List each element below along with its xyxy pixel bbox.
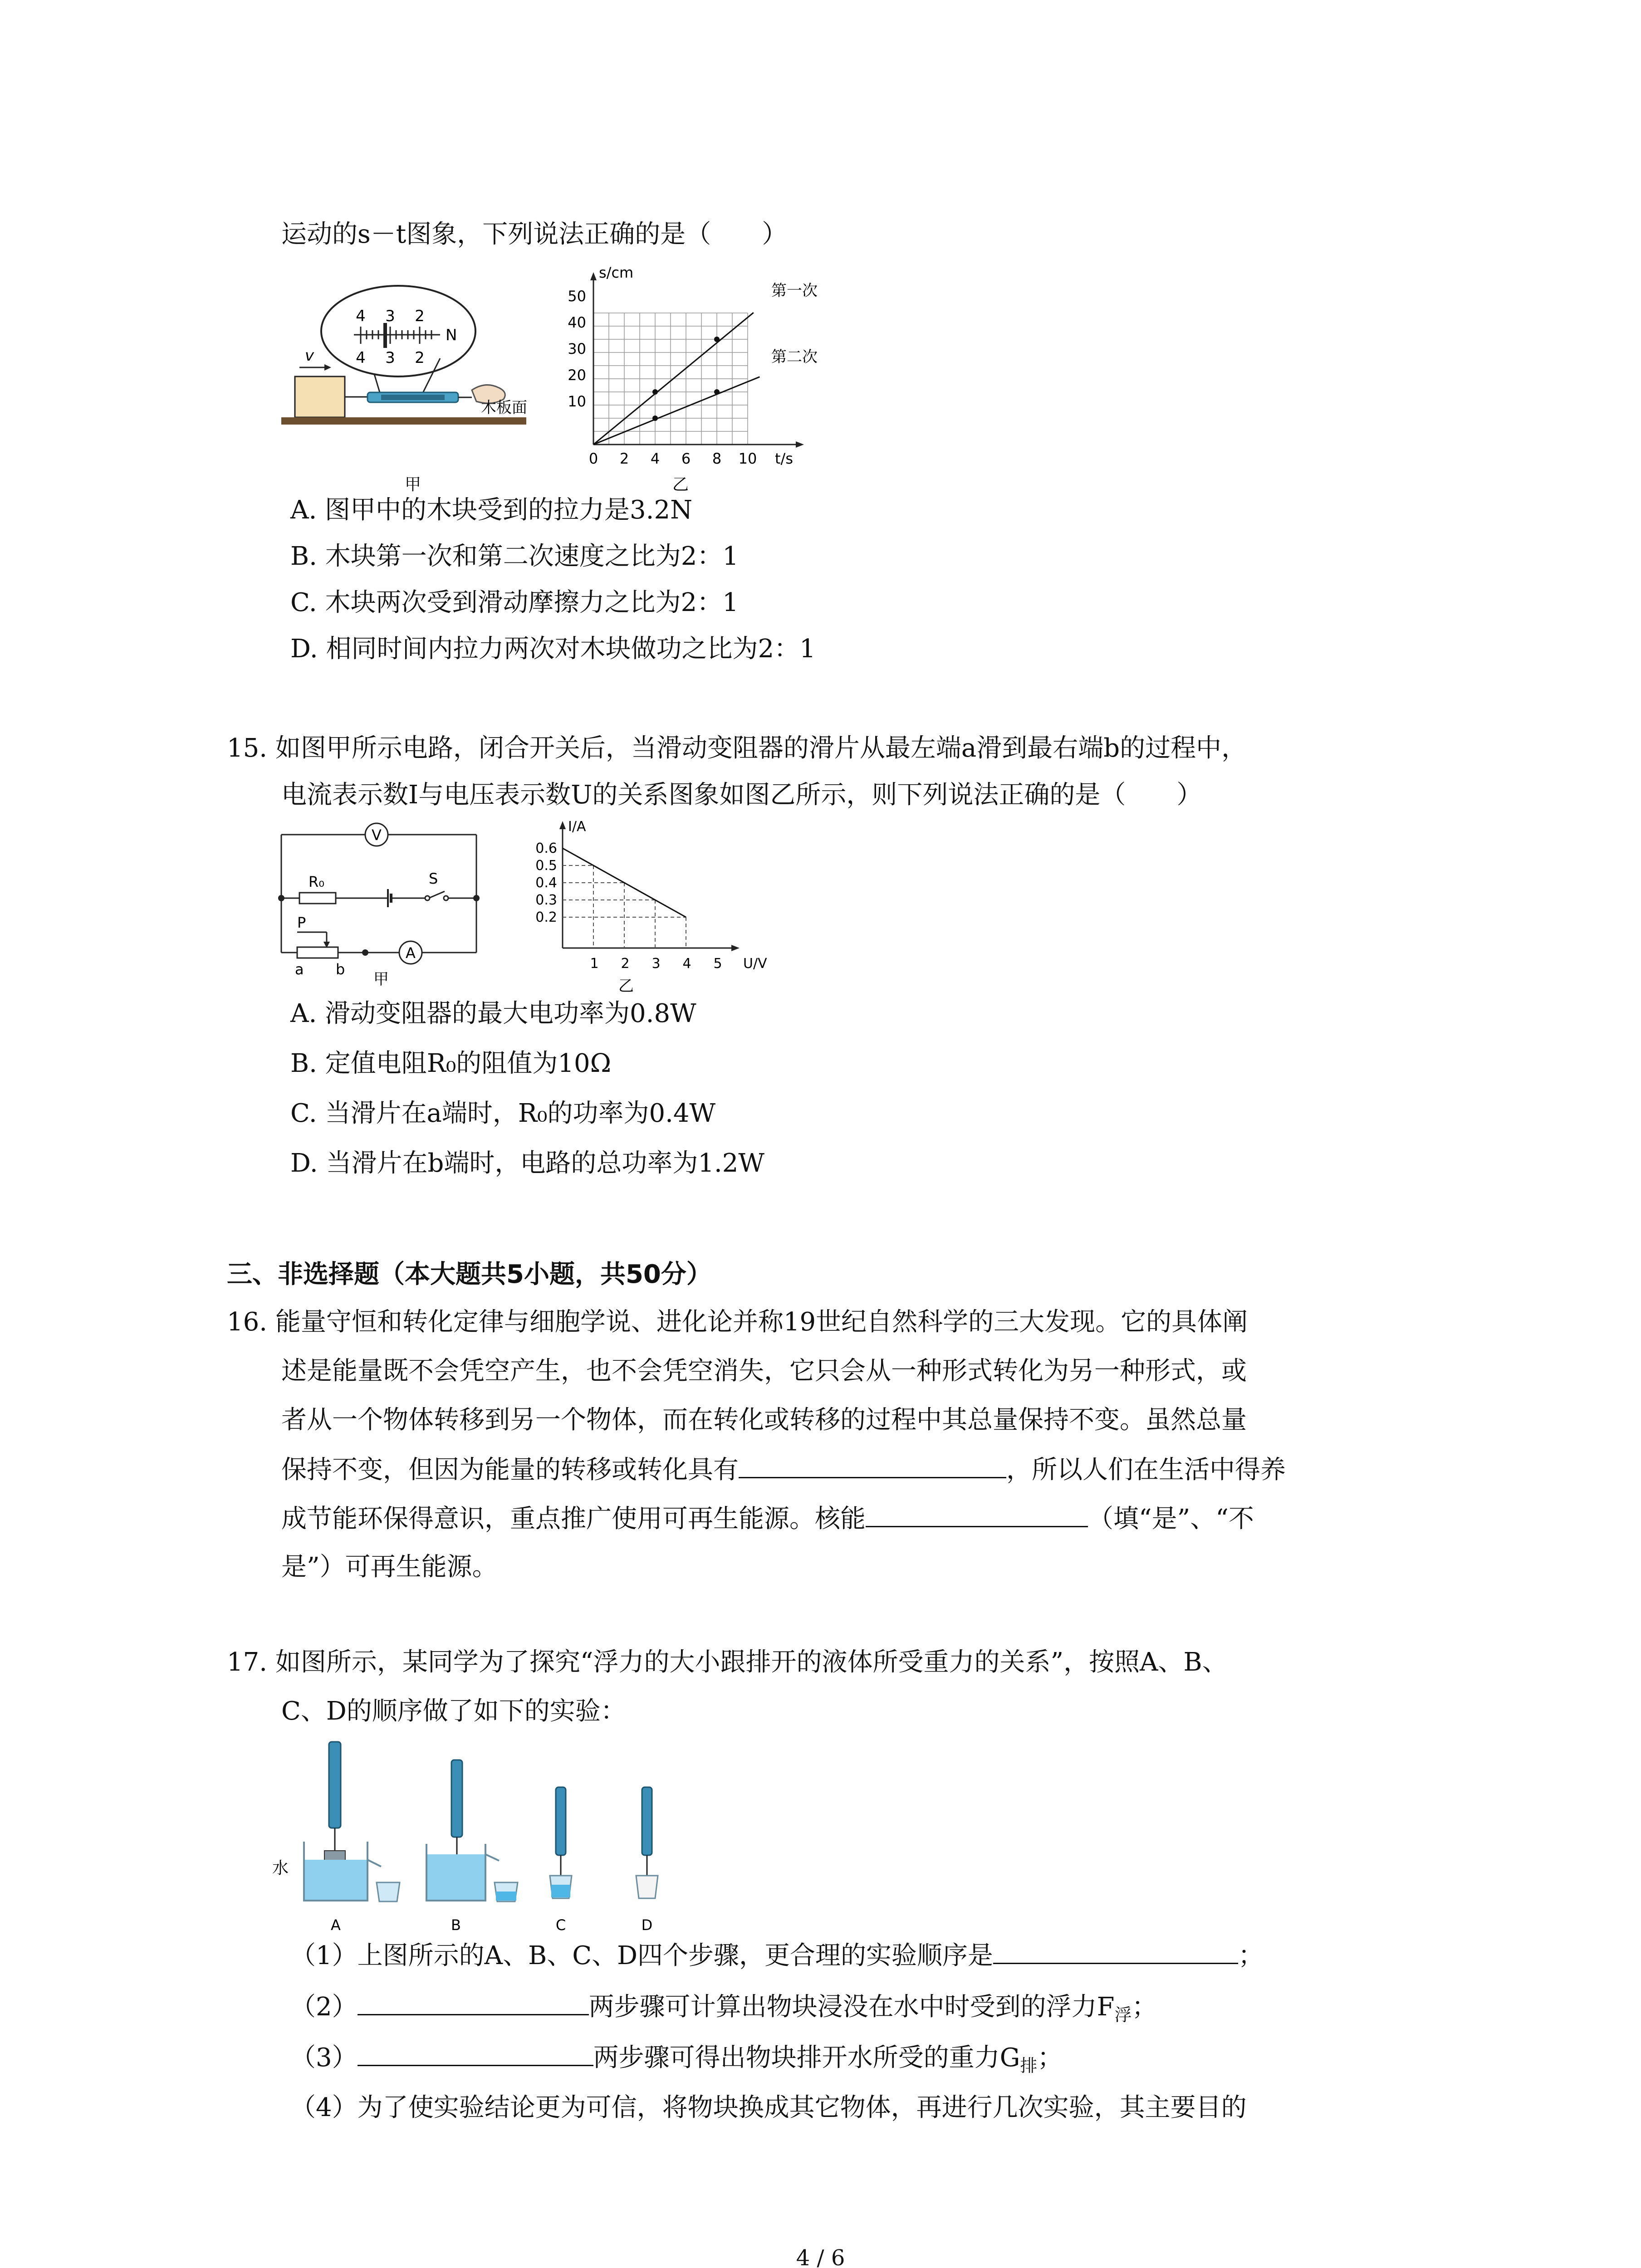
- iu-caption: 乙: [618, 977, 634, 995]
- board-surface: [281, 417, 526, 425]
- section3-title: 三、非选择题（本大题共5小题，共50分）: [227, 1260, 712, 1289]
- q15-option-d: D. 当滑片在b端时，电路的总功率为1.2W: [290, 1149, 764, 1178]
- iu-x-arrow-icon: [731, 945, 740, 951]
- board-label: 木板面: [481, 399, 527, 417]
- st-xlabel: t/s: [775, 450, 793, 467]
- circuit-caption: 甲: [373, 970, 389, 988]
- unit-N: N: [446, 326, 457, 344]
- q17-blank-2[interactable]: [358, 1990, 589, 2015]
- caption-c: C: [555, 1916, 566, 1934]
- q17-line2: C、D的顺序做了如下的实验：: [281, 1696, 626, 1726]
- iu-xtick-4: 4: [682, 956, 691, 972]
- scale-bottom-2: 2: [415, 349, 425, 367]
- st-ytick-50: 50: [568, 288, 586, 305]
- iu-ytick-0.4: 0.4: [535, 875, 557, 891]
- series1-label: 第一次: [771, 282, 818, 300]
- st-point: [652, 389, 658, 395]
- st-xtick-4: 4: [650, 450, 660, 467]
- q17-sub2-end: ；: [1132, 1992, 1157, 2022]
- q17-sub3-text: 两步骤可得出物块排开水所受的重力G: [593, 2043, 1020, 2072]
- caption-d: D: [641, 1916, 653, 1934]
- q16-line4: [281, 1453, 1286, 1486]
- q16-blank-1[interactable]: [739, 1453, 1006, 1478]
- wood-block: [295, 376, 345, 417]
- st-ytick-40: 40: [568, 314, 586, 331]
- q17-sub3-end: ；: [1037, 2043, 1063, 2072]
- scale-bottom-3: 3: [385, 349, 395, 367]
- q16-line3: 者从一个物体转移到另一个物体，而在转化或转移的过程中其总量保持不变。虽然总量: [281, 1405, 1247, 1435]
- step-a: [304, 1742, 400, 1934]
- q16-line6: 是”）可再生能源。: [281, 1552, 498, 1582]
- q17-sub4: （4）为了使实验结论更为可信，将物块换成其它物体，再进行几次实验，其主要目的: [290, 2093, 1247, 2122]
- scale-top-2: 2: [415, 307, 425, 325]
- slider-p-label: P: [297, 914, 306, 931]
- fig-jia-caption: 甲: [404, 475, 421, 494]
- q14-option-c: C. 木块两次受到滑动摩擦力之比为2：1: [290, 588, 739, 617]
- q15-option-a: A. 滑动变阻器的最大电功率为0.8W: [290, 999, 696, 1028]
- iu-xtick-5: 5: [713, 956, 722, 972]
- st-point: [714, 337, 720, 342]
- ammeter-label: A: [406, 944, 416, 962]
- q17-sub1: [290, 1939, 1264, 1972]
- q16-line2: 述是能量既不会凭空产生，也不会凭空消失，它只会从一种形式转化为另一种形式，或: [281, 1356, 1247, 1386]
- st-xtick-6: 6: [681, 450, 691, 467]
- q17-sub3-subscript: 排: [1020, 2056, 1038, 2076]
- st-xtick-10: 10: [738, 450, 757, 467]
- st-ylabel: s/cm: [599, 264, 634, 281]
- switch-label: S: [429, 870, 438, 887]
- series2-label: 第二次: [771, 348, 818, 366]
- q15-line2: 电流表示数I与电压表示数U的关系图象如图乙所示，则下列说法正确的是（ ）: [281, 780, 1202, 810]
- q15-iu-graph: [513, 816, 776, 998]
- gauge-pointer: [383, 323, 387, 348]
- fig-yi-caption: 乙: [672, 475, 689, 494]
- iu-ytick-0.5: 0.5: [535, 858, 557, 874]
- st-y-arrow-icon: [590, 272, 597, 280]
- terminal-b-label: b: [336, 961, 345, 978]
- q17-sub2-subscript: 浮: [1114, 2005, 1132, 2025]
- st-ytick-10: 10: [568, 393, 586, 410]
- q17-sub1-end: ；: [1238, 1941, 1264, 1970]
- terminal-a-label: a: [295, 961, 304, 978]
- q17-blank-3[interactable]: [358, 2041, 593, 2066]
- q17-sub3-num: （3）: [290, 2043, 358, 2072]
- st-point: [714, 389, 720, 395]
- r0-label: R₀: [309, 873, 325, 890]
- q14-intro: 运动的s－t图象，下列说法正确的是（ ）: [281, 220, 788, 249]
- st-xtick-8: 8: [712, 450, 722, 467]
- q14-option-d: D. 相同时间内拉力两次对木块做功之比为2：1: [290, 634, 816, 664]
- iu-ylabel: I/A: [568, 819, 586, 835]
- water-label: 水: [272, 1859, 289, 1877]
- q17-blank-1[interactable]: [993, 1939, 1238, 1964]
- iu-line: [563, 848, 686, 917]
- iu-xtick-3: 3: [652, 956, 661, 972]
- st-point: [652, 415, 658, 421]
- page-number: 4 / 6: [796, 2245, 845, 2268]
- iu-y-arrow-icon: [559, 821, 566, 829]
- q16-line4-text-b: ，所以人们在生活中得养: [1006, 1455, 1286, 1485]
- q14-figure-jia: [277, 281, 540, 494]
- q15-option-b: B. 定值电阻R₀的阻值为10Ω: [290, 1049, 612, 1078]
- iu-xtick-1: 1: [590, 956, 599, 972]
- step-b: [426, 1760, 518, 1934]
- q17-sub1-text: （1）上图所示的A、B、C、D四个步骤，更合理的实验顺序是: [290, 1941, 993, 1970]
- iu-xtick-2: 2: [621, 956, 630, 972]
- st-xtick-2: 2: [619, 450, 629, 467]
- iu-ytick-0.6: 0.6: [535, 841, 557, 856]
- q17-figure: [272, 1737, 726, 1937]
- q15-circuit: [272, 816, 485, 998]
- q14-option-b: B. 木块第一次和第二次速度之比为2：1: [290, 542, 739, 571]
- velocity-arrow-icon: [324, 364, 331, 371]
- caption-b: B: [451, 1916, 461, 1934]
- q16-line1: 16. 能量守恒和转化定律与细胞学说、进化论并称19世纪自然科学的三大发现。它的具体阐: [227, 1307, 1248, 1337]
- st-x-arrow-icon: [796, 441, 804, 448]
- q16-line5-text-a: 成节能环保得意识，重点推广使用可再生能源。核能: [281, 1504, 866, 1534]
- scale-bottom-4: 4: [356, 349, 366, 367]
- scale-top-4: 4: [356, 307, 366, 325]
- q15-option-c: C. 当滑片在a端时，R₀的功率为0.4W: [290, 1099, 716, 1128]
- iu-ytick-0.3: 0.3: [535, 892, 557, 908]
- q17-sub2-num: （2）: [290, 1992, 358, 2022]
- q17-sub3: [290, 2041, 1063, 2082]
- step-d: [636, 1787, 658, 1934]
- q16-line5-text-b: （填“是”、“不: [1088, 1504, 1254, 1534]
- q16-line5: [281, 1502, 1254, 1535]
- q14-option-a: A. 图甲中的木块受到的拉力是3.2N: [290, 495, 693, 525]
- q17-sub2-text: 两步骤可计算出物块浸没在水中时受到的浮力F: [588, 1992, 1115, 2022]
- st-series-line-2: [593, 377, 759, 445]
- q14-figure-yi: [544, 263, 826, 494]
- voltmeter-label: V: [372, 826, 382, 844]
- q15-line1: 15. 如图甲所示电路，闭合开关后，当滑动变阻器的滑片从最左端a滑到最右端b的过程中，: [227, 733, 1247, 763]
- iu-ytick-0.2: 0.2: [535, 909, 557, 925]
- q16-line4-text-a: 保持不变，但因为能量的转移或转化具有: [281, 1455, 739, 1485]
- scale-top-3: 3: [385, 307, 395, 325]
- caption-a: A: [331, 1916, 341, 1934]
- step-c: [550, 1787, 572, 1934]
- q16-blank-2[interactable]: [866, 1502, 1088, 1527]
- iu-marks: [563, 848, 686, 948]
- velocity-label: v: [305, 347, 314, 365]
- st-xtick-0: 0: [588, 450, 598, 467]
- q17-line1: 17. 如图所示，某同学为了探究“浮力的大小跟排开的液体所受重力的关系”，按照A、B、: [227, 1647, 1228, 1677]
- st-ytick-20: 20: [568, 367, 586, 384]
- st-ytick-30: 30: [568, 340, 586, 357]
- iu-xlabel: U/V: [743, 956, 767, 972]
- q17-sub2: [290, 1990, 1157, 2031]
